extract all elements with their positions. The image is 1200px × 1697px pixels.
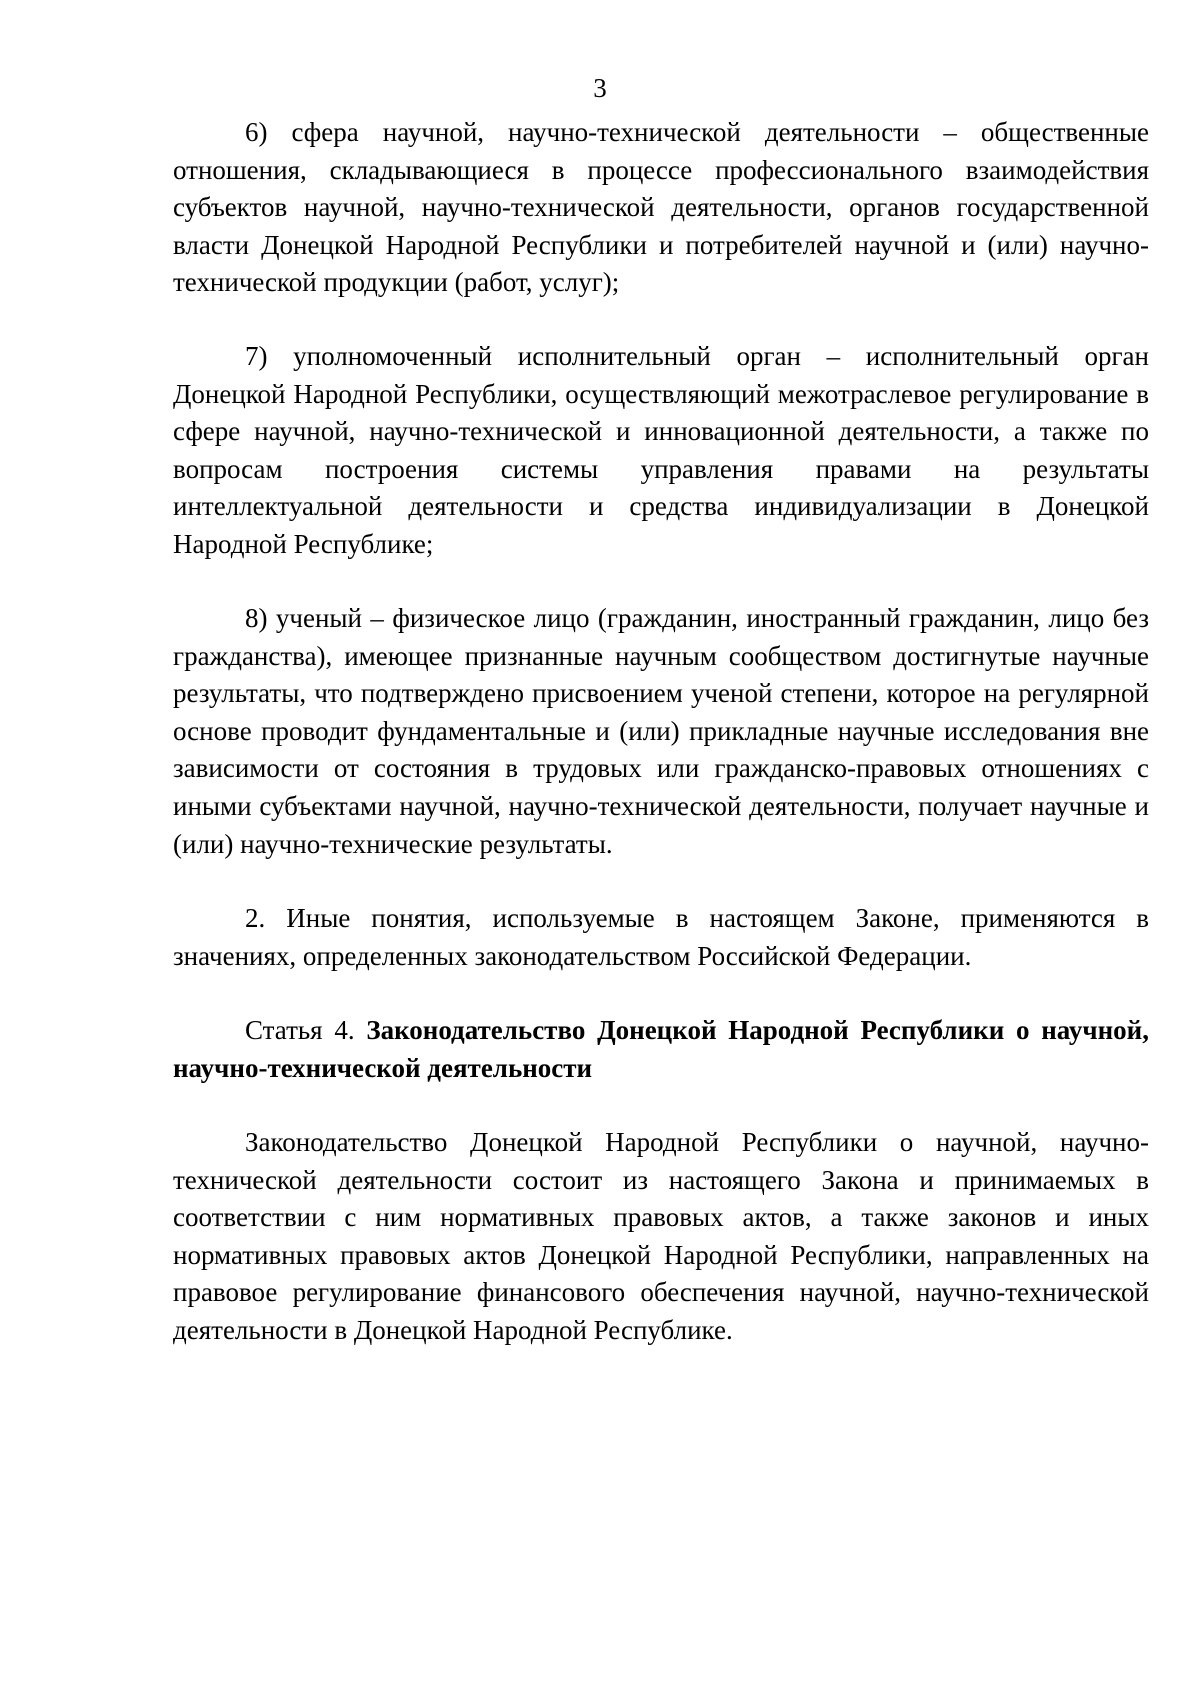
paragraph-item-7: 7) уполномоченный исполнительный орган – исполнительный орган Донецкой Народной Республики, осуществляющий межотраслевое регулирование в сфере научной, научно-технической и инновационной деятельности, а также по вопросам построения системы управления правами на результаты интеллектуальной деятельности и средства индивидуализации в Донецкой Народной Республике; bbox=[173, 341, 1149, 559]
paragraph-part-2: 2. Иные понятия, используемые в настоящем Законе, применяются в значениях, определенных законодательством Российской Федерации. bbox=[173, 903, 1149, 971]
article-4-label: Статья 4. bbox=[245, 1015, 355, 1045]
page-number: 3 bbox=[593, 73, 607, 103]
article-4-body: Законодательство Донецкой Народной Республики о научной, научно-технической деятельности состоит из настоящего Закона и принимаемых в соответствии с ним нормативных правовых актов, а также законов и иных нормативных правовых актов Донецкой Народной Республики, направленных на правовое регулирование финансового обеспечения научной, научно-технической деятельности в Донецкой Народной Республике. bbox=[173, 1127, 1149, 1345]
paragraph-item-8: 8) ученый – физическое лицо (гражданин, иностранный гражданин, лицо без гражданства), имеющее признанные научным сообществом достигнутые научные результаты, что подтверждено присвоением ученой степени, которое на регулярной основе проводит фундаментальные и (или) прикладные научные исследования вне зависимости от состояния в трудовых или гражданско-правовых отношениях с иными субъектами научной, научно-технической деятельности, получает научные и (или) научно-технические результаты. bbox=[173, 603, 1149, 859]
article-4-heading bbox=[173, 1012, 1149, 1087]
paragraph-item-6: 6) сфера научной, научно-технической деятельности – общественные отношения, складывающиеся в процессе профессионального взаимодействия субъектов научной, научно-технической деятельности, органов государственной власти Донецкой Народной Республики и потребителей научной и (или) научно-технической продукции (работ, услуг); bbox=[173, 117, 1149, 298]
article-4-title: Законодательство Донецкой Народной Республики о научной, научно-технической деятельности bbox=[173, 1015, 1149, 1083]
